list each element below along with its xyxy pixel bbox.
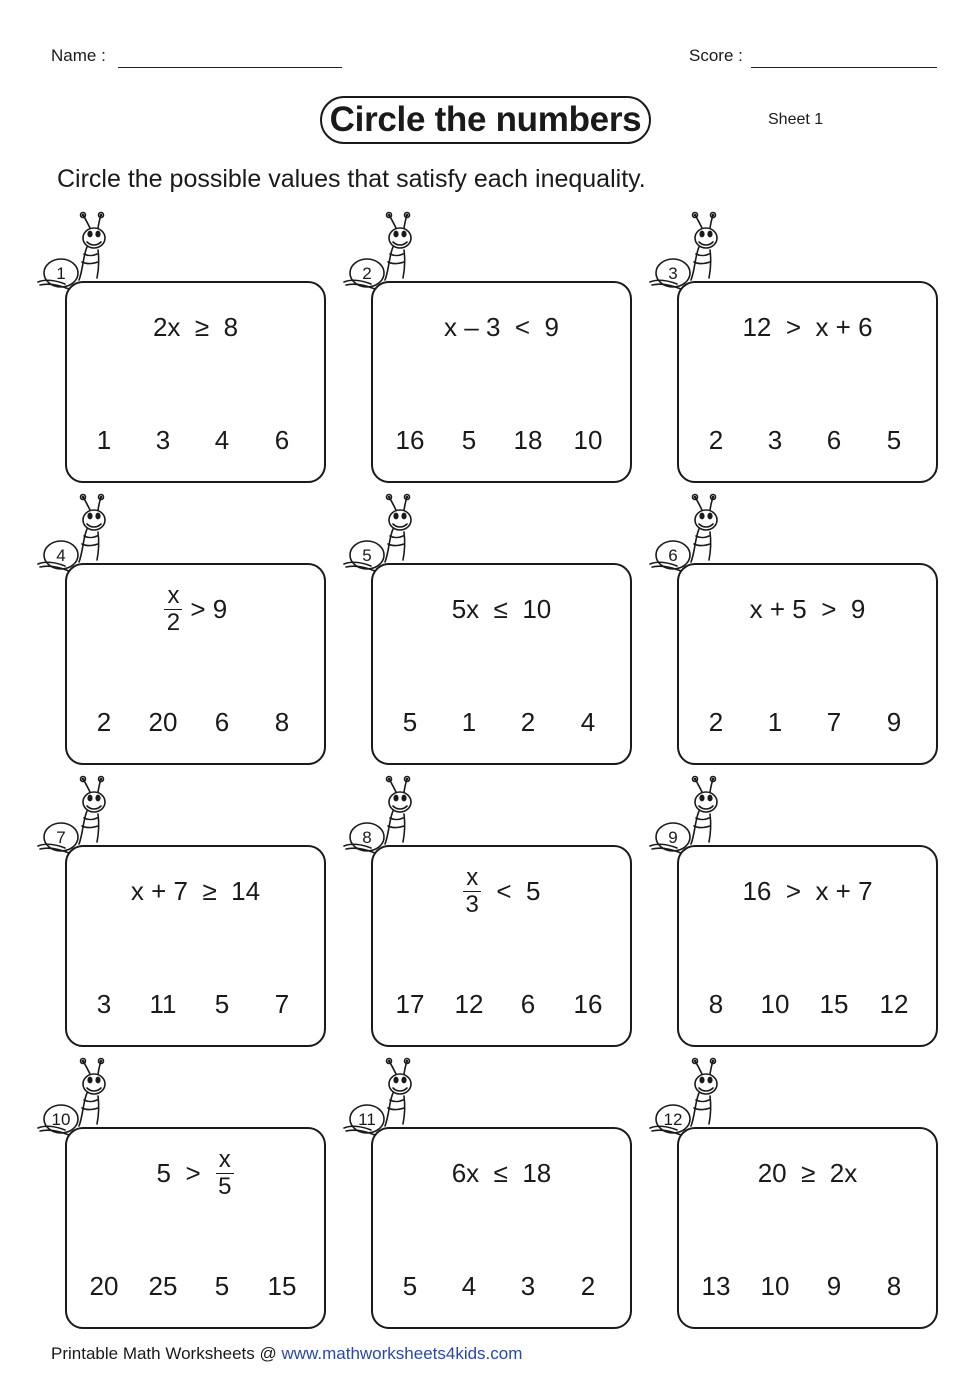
option-value[interactable]: 15	[819, 989, 849, 1019]
option-value[interactable]: 9	[886, 707, 902, 737]
option-value[interactable]: 10	[573, 425, 603, 455]
problem-2	[341, 212, 641, 492]
page-title: Circle the numbers	[320, 96, 651, 144]
option-value[interactable]: 5	[886, 425, 902, 455]
other-side: 5	[525, 875, 541, 906]
problem-number: 5	[362, 545, 372, 565]
option-value[interactable]: 6	[214, 707, 230, 737]
option-value[interactable]: 8	[708, 989, 724, 1019]
problem-card	[65, 845, 326, 1047]
fraction	[164, 583, 183, 634]
inequality	[67, 1143, 324, 1203]
problem-6	[647, 494, 947, 774]
option-value[interactable]: 5	[461, 425, 477, 455]
other-side: 9	[212, 593, 228, 624]
score-line[interactable]	[751, 67, 937, 68]
other-side: 5	[156, 1157, 172, 1188]
inequality: 12 > x + 6	[742, 311, 873, 342]
footer-label: Printable Math Worksheets @	[51, 1344, 282, 1363]
option-value[interactable]: 15	[267, 1271, 297, 1301]
option-value[interactable]: 2	[708, 425, 724, 455]
option-value[interactable]: 7	[274, 989, 290, 1019]
problem-4	[35, 494, 335, 774]
option-value[interactable]: 3	[155, 425, 171, 455]
option-value[interactable]: 7	[826, 707, 842, 737]
fraction	[463, 865, 482, 916]
operator: >	[183, 593, 213, 624]
option-value[interactable]: 1	[96, 425, 112, 455]
option-value[interactable]: 2	[708, 707, 724, 737]
inequality: x – 3 < 9	[444, 311, 559, 342]
problem-number: 1	[56, 263, 66, 283]
option-value[interactable]: 4	[461, 1271, 477, 1301]
option-value[interactable]: 12	[879, 989, 909, 1019]
problem-number: 7	[56, 827, 66, 847]
option-value[interactable]: 8	[274, 707, 290, 737]
option-value[interactable]: 18	[513, 425, 543, 455]
sheet-label: Sheet 1	[768, 111, 824, 128]
problem-card	[677, 845, 938, 1047]
problem-card	[677, 563, 938, 765]
footer-url[interactable]: www.mathworksheets4kids.com	[281, 1344, 523, 1363]
option-value[interactable]: 3	[767, 425, 783, 455]
denominator: 2	[166, 608, 181, 636]
option-value[interactable]: 3	[96, 989, 112, 1019]
problem-card	[677, 1127, 938, 1329]
problem-3	[647, 212, 947, 492]
problem-7	[35, 776, 335, 1056]
option-value[interactable]: 13	[701, 1271, 731, 1301]
problem-12	[647, 1058, 947, 1338]
problem-card	[677, 281, 938, 483]
option-value[interactable]: 2	[520, 707, 536, 737]
option-value[interactable]: 9	[826, 1271, 842, 1301]
option-value[interactable]: 6	[826, 425, 842, 455]
option-value[interactable]: 16	[573, 989, 603, 1019]
problem-number: 12	[663, 1109, 683, 1129]
option-value[interactable]: 20	[148, 707, 178, 737]
problem-5	[341, 494, 641, 774]
option-value[interactable]: 5	[402, 1271, 418, 1301]
option-value[interactable]: 2	[580, 1271, 596, 1301]
option-value[interactable]: 11	[149, 989, 177, 1019]
operator: >	[171, 1157, 216, 1188]
problem-card	[371, 1127, 632, 1329]
option-value[interactable]: 4	[214, 425, 230, 455]
problem-card	[65, 281, 326, 483]
option-value[interactable]: 25	[148, 1271, 178, 1301]
problem-number: 9	[668, 827, 678, 847]
option-value[interactable]: 5	[402, 707, 418, 737]
inequality	[67, 579, 324, 639]
problem-number: 8	[362, 827, 372, 847]
problem-number: 3	[668, 263, 678, 283]
inequality: 16 > x + 7	[742, 875, 873, 906]
inequality	[373, 861, 630, 921]
inequality: 2x ≥ 8	[152, 311, 239, 342]
denominator: 5	[218, 1172, 232, 1200]
option-value[interactable]: 3	[520, 1271, 536, 1301]
numerator: x	[216, 1147, 234, 1173]
problem-number: 2	[362, 263, 372, 283]
problem-card	[371, 563, 632, 765]
option-value[interactable]: 1	[461, 707, 477, 737]
denominator: 3	[465, 890, 479, 918]
problem-card	[371, 845, 632, 1047]
problem-1	[35, 212, 335, 492]
option-value[interactable]: 10	[760, 1271, 790, 1301]
inequality: 6x ≤ 18	[451, 1157, 552, 1188]
numerator: x	[463, 865, 481, 891]
score-label: Score :	[689, 46, 743, 65]
problem-8	[341, 776, 641, 1056]
problem-9	[647, 776, 947, 1056]
option-value[interactable]: 16	[395, 425, 425, 455]
inequality: 5x ≤ 10	[451, 593, 552, 624]
problem-number: 4	[56, 545, 66, 565]
problem-card	[65, 563, 326, 765]
option-value[interactable]: 2	[96, 707, 112, 737]
name-label: Name :	[51, 46, 106, 65]
problem-card	[371, 281, 632, 483]
problem-number: 11	[358, 1109, 376, 1129]
problem-card	[65, 1127, 326, 1329]
inequality: x + 7 ≥ 14	[130, 875, 261, 906]
option-value[interactable]: 8	[886, 1271, 902, 1301]
option-value[interactable]: 6	[520, 989, 536, 1019]
instruction: Circle the possible values that satisfy each inequality.	[57, 165, 646, 193]
option-value[interactable]: 6	[274, 425, 290, 455]
option-value[interactable]: 12	[454, 989, 484, 1019]
option-value[interactable]: 17	[395, 989, 425, 1019]
numerator: x	[164, 583, 182, 609]
operator: <	[481, 875, 526, 906]
fraction	[215, 1147, 234, 1198]
option-value[interactable]: 20	[89, 1271, 119, 1301]
problem-10	[35, 1058, 335, 1338]
option-value[interactable]: 10	[760, 989, 790, 1019]
problem-number: 6	[668, 545, 678, 565]
option-value[interactable]: 5	[214, 1271, 230, 1301]
footer	[51, 1344, 522, 1364]
inequality: 20 ≥ 2x	[757, 1157, 858, 1188]
option-value[interactable]: 4	[580, 707, 596, 737]
option-value[interactable]: 5	[214, 989, 230, 1019]
name-line[interactable]	[118, 67, 342, 68]
option-value[interactable]: 1	[767, 707, 783, 737]
inequality: x + 5 > 9	[749, 593, 866, 624]
problem-11	[341, 1058, 641, 1338]
problem-number: 10	[51, 1109, 71, 1129]
